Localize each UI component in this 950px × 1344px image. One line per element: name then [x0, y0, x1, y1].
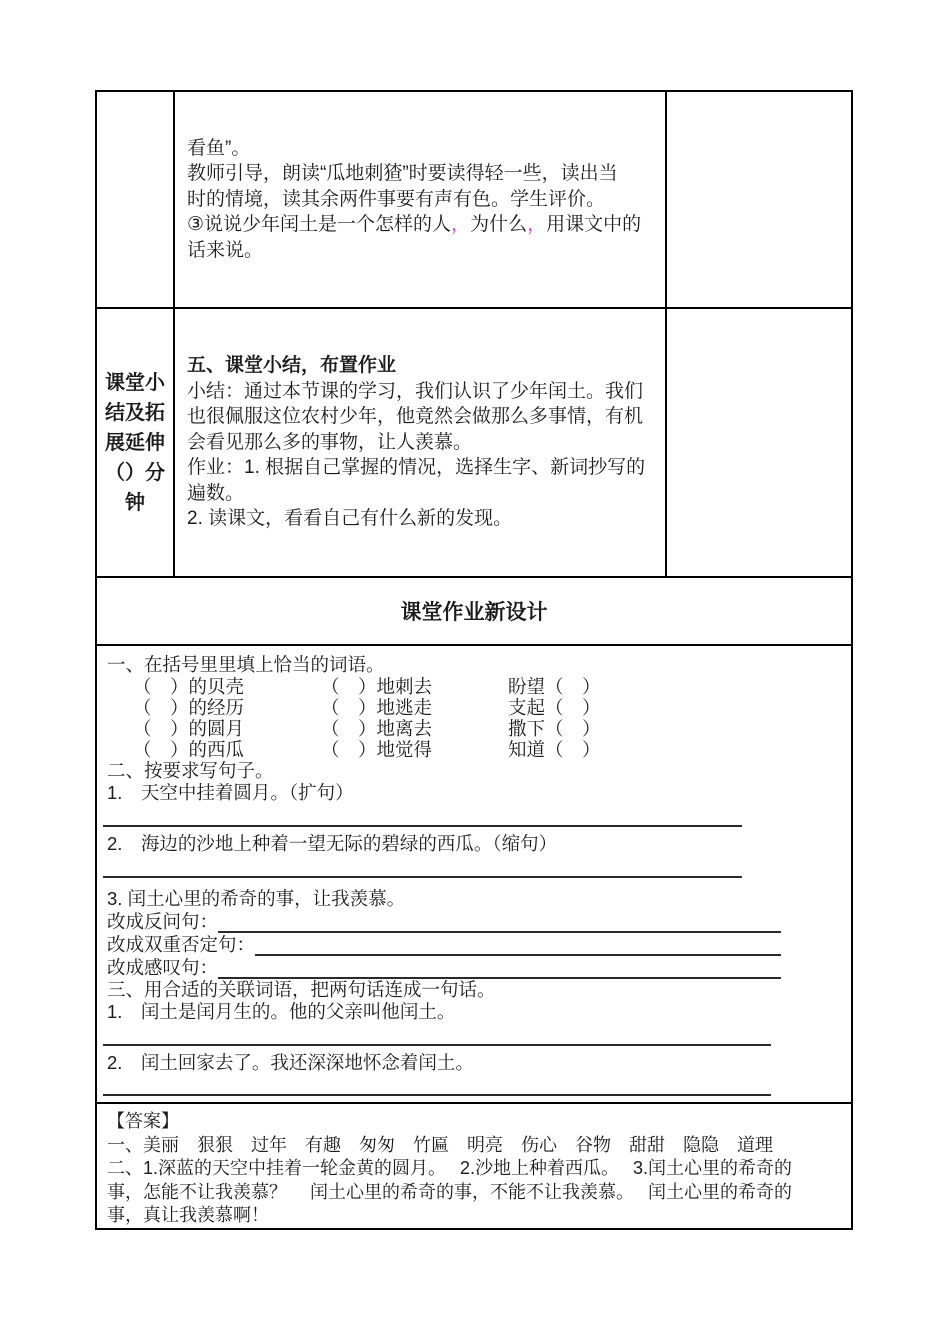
magenta-comma: ，: [527, 214, 547, 236]
paragraph-line-with-magenta-commas: [187, 212, 653, 238]
word-blank-item: （ ）的经历: [133, 697, 245, 719]
row1-notes-cell-empty: [667, 92, 851, 307]
answer-blank-line: [103, 1035, 771, 1046]
answers-line: 事，真让我羡慕啊！: [107, 1205, 269, 1226]
side-header-line: （）分: [105, 461, 165, 484]
homework-section-title: 课堂作业新设计: [400, 601, 548, 625]
answer-blank-line: [103, 1086, 771, 1097]
rewrite-label: 改成反问句：: [107, 910, 219, 932]
word-blank-item: （ ）的圆月: [133, 718, 245, 740]
word-blank-item: （ ）地离去: [321, 718, 433, 740]
paragraph-line: 会看见那么多的事物，让人羡慕。: [187, 431, 473, 453]
word-blank-item: （ ）的贝壳: [133, 676, 245, 698]
answers-line: 一、美丽 狠狠 过年 有趣 匆匆 竹匾 明亮 伤心 谷物 甜甜 隐隐 道理: [107, 1134, 773, 1155]
side-header-line: 钟: [125, 491, 145, 514]
word-blank-item: （ ）的西瓜: [133, 739, 245, 761]
answers-line: 二、1.深蓝的天空中挂着一轮金黄的圆月。 2.沙地上种着西瓜。 3.闰土心里的希奇的: [107, 1158, 793, 1179]
word-blank-item: （ ）地逃走: [321, 697, 433, 719]
word-blank-item: 撒下（ ）: [508, 718, 601, 740]
answer-blank-line: [255, 934, 781, 956]
row2-content-cell: [175, 309, 667, 576]
table-row-answers: [97, 1104, 851, 1228]
table-row-exercises: [97, 646, 851, 1104]
text-segment: 用课文中的: [546, 214, 642, 236]
answer-blank-line: [218, 957, 781, 979]
side-header-line: 展延伸: [105, 431, 165, 454]
word-blank-item: 盼望（ ）: [508, 676, 601, 698]
answer-blank-line: [103, 867, 742, 878]
paragraph-line: 话来说。: [187, 239, 264, 261]
word-fill-row: [107, 739, 843, 760]
rewrite-label: 改成双重否定句：: [107, 933, 256, 955]
row1-side-cell-empty: [97, 92, 175, 307]
exercise-3-q2: 2. 闰土回家去了。我还深深地怀念着闰土。: [107, 1051, 474, 1073]
answer-blank-line: [103, 816, 742, 827]
side-header-line: 结及拓: [105, 401, 165, 424]
side-header-line: 课堂小: [105, 371, 165, 394]
word-blank-item: （ ）地刺去: [321, 676, 433, 698]
paragraph-line: 教师引导，朗读“瓜地刺猹”时要读得轻一些，读出当: [187, 163, 618, 185]
answers-header: 【答案】: [107, 1111, 179, 1132]
rewrite-double-negative-line: [107, 933, 843, 956]
row2-side-header: [97, 309, 175, 576]
exercise-2-q1: 1. 天空中挂着圆月。（扩句）: [107, 782, 354, 804]
text-segment: ③说说少年闰土是一个怎样的人: [187, 214, 452, 236]
paragraph-line: 时的情境，读其余两件事要有声有色。学生评价。: [187, 188, 606, 210]
answers-line: 事，怎能不让我羡慕？ 闰土心里的希奇的事，不能不让我羡慕。 闰土心里的希奇的: [107, 1181, 792, 1202]
magenta-comma: ，: [451, 214, 471, 236]
word-blank-item: （ ）地觉得: [321, 739, 433, 761]
answer-blank-line: [218, 911, 781, 933]
rewrite-rhetorical-line: [107, 910, 843, 933]
row2-notes-cell-empty: [667, 309, 851, 576]
paragraph-line: 作业：1. 根据自己掌握的情况，选择生字、新词抄写的: [187, 457, 646, 479]
rewrite-exclamatory-line: [107, 956, 843, 979]
table-row-teaching-steps: [97, 92, 851, 309]
exercise-3-q1: 1. 闰土是闰月生的。他的父亲叫他闰土。: [107, 1000, 456, 1022]
paragraph-line: 看鱼”。: [187, 137, 251, 159]
exercise-1-title: 一、在括号里里填上恰当的词语。: [107, 654, 385, 676]
word-blank-item: 知道（ ）: [508, 739, 601, 761]
text-segment: 为什么: [470, 214, 528, 236]
paragraph-line: 遍数。: [187, 482, 245, 504]
word-fill-row: [107, 676, 843, 697]
paragraph-line: 也很佩服这位农村少年，他竟然会做那么多事情，有机: [187, 406, 644, 428]
table-row-summary: [97, 309, 851, 578]
exercise-2-title: 二、按要求写句子。: [107, 760, 274, 782]
word-blank-item: 支起（ ）: [508, 697, 601, 719]
exercise-2-q2: 2. 海边的沙地上种着一望无际的碧绿的西瓜。（缩句）: [107, 833, 558, 855]
rewrite-label: 改成感叹句：: [107, 956, 219, 978]
paragraph-line: 2. 读课文，看看自己有什么新的发现。: [187, 508, 513, 530]
word-fill-row: [107, 718, 843, 739]
word-fill-row: [107, 697, 843, 718]
section-title: 五、课堂小结，布置作业: [187, 355, 397, 377]
exercises-cell: [97, 646, 851, 1102]
exercise-3-title: 三、用合适的关联词语，把两句话连成一句话。: [107, 978, 496, 1000]
table-row-homework-heading: [97, 578, 851, 646]
row1-content-cell: [175, 92, 667, 307]
paragraph-line: 小结：通过本节课的学习，我们认识了少年闰土。我们: [187, 380, 644, 402]
answers-cell: [97, 1104, 851, 1228]
lesson-plan-table: [95, 90, 853, 1230]
exercise-2-q3: 3. 闰土心里的希奇的事，让我羡慕。: [107, 887, 406, 909]
